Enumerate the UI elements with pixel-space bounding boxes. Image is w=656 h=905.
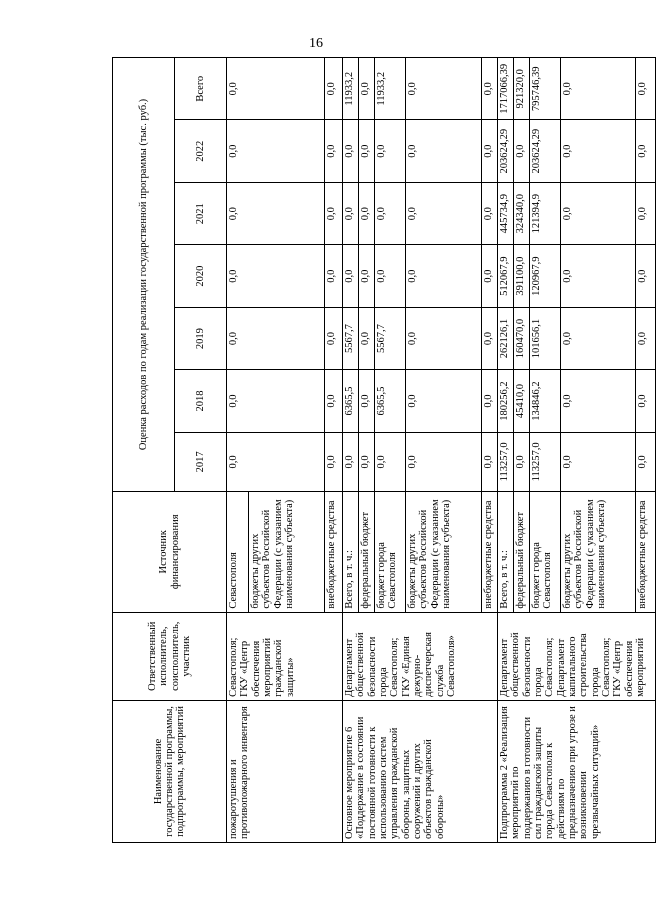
value-cell: 0,0 — [406, 245, 482, 307]
value-cell: 512067,9 — [498, 245, 514, 307]
value-cell: 0,0 — [636, 432, 656, 491]
value-cell: 0,0 — [375, 245, 406, 307]
source-cell: бюджеты других субъектов Российской Федерации (с указанием наименования субъекта) — [406, 491, 482, 612]
value-cell: 45410,0 — [514, 370, 530, 432]
source-cell: федеральный бюджет — [514, 491, 530, 612]
value-cell: 0,0 — [406, 58, 482, 121]
source-cell: Всего, в т. ч.: — [343, 491, 359, 612]
source-cell: бюджеты других субъектов Российской Федерации (с указанием наименования субъекта) — [249, 491, 325, 612]
rotated-table-wrapper — [112, 57, 648, 843]
value-cell: 0,0 — [561, 182, 636, 244]
value-cell: 0,0 — [514, 432, 530, 491]
value-cell: 5567,7 — [375, 307, 406, 369]
value-cell: 5567,7 — [343, 307, 359, 369]
value-cell: 0,0 — [359, 245, 375, 307]
value-cell: 0,0 — [325, 120, 343, 182]
value-cell: 0,0 — [359, 120, 375, 182]
value-cell: 0,0 — [325, 245, 343, 307]
value-cell: 0,0 — [359, 307, 375, 369]
value-cell: 262126,1 — [498, 307, 514, 369]
header-year: 2017 — [175, 432, 227, 491]
value-cell: 0,0 — [227, 307, 325, 369]
value-cell: 1717066,39 — [498, 58, 514, 121]
value-cell: 0,0 — [227, 432, 325, 491]
value-cell: 0,0 — [482, 120, 498, 182]
header-year: 2022 — [175, 120, 227, 182]
value-cell: 0,0 — [359, 182, 375, 244]
header-name: Наименование государственной программы, подпрограммы, мероприятий — [113, 700, 227, 842]
value-cell: 101656,1 — [530, 307, 561, 369]
value-cell: 0,0 — [375, 432, 406, 491]
value-cell: 795746,39 — [530, 58, 561, 121]
value-cell: 391100,0 — [514, 245, 530, 307]
value-cell: 0,0 — [343, 245, 359, 307]
header-year: 2020 — [175, 245, 227, 307]
source-cell: бюджет города Севастополя — [530, 491, 561, 612]
responsible-cell: Департамент общественной безопасности города Севастополя; Департамент капитального строительства города Севастополя; ГКУ «Центр обеспечения мероприятий — [498, 612, 656, 700]
value-cell: 0,0 — [636, 120, 656, 182]
value-cell: 0,0 — [227, 370, 325, 432]
value-cell: 0,0 — [482, 307, 498, 369]
table-row — [498, 58, 514, 843]
value-cell: 0,0 — [636, 245, 656, 307]
value-cell: 0,0 — [406, 432, 482, 491]
value-cell: 0,0 — [636, 307, 656, 369]
source-cell: Севастополя — [227, 491, 249, 612]
source-cell: федеральный бюджет — [359, 491, 375, 612]
value-cell: 0,0 — [482, 370, 498, 432]
header-responsible: Ответственный исполнитель, соисполнитель, участник — [113, 612, 227, 700]
value-cell: 324340,0 — [514, 182, 530, 244]
financing-table — [112, 57, 656, 843]
value-cell: 0,0 — [406, 120, 482, 182]
value-cell: 921320,0 — [514, 58, 530, 121]
program-name-cell: пожаротушения и противопожарного инвентаря — [227, 700, 343, 842]
source-cell: внебюджетные средства — [482, 491, 498, 612]
value-cell: 0,0 — [375, 120, 406, 182]
value-cell: 0,0 — [375, 182, 406, 244]
value-cell: 0,0 — [561, 432, 636, 491]
value-cell: 0,0 — [227, 58, 325, 121]
value-cell: 11933,2 — [375, 58, 406, 121]
value-cell: 0,0 — [561, 370, 636, 432]
value-cell: 0,0 — [325, 370, 343, 432]
value-cell: 0,0 — [406, 307, 482, 369]
value-cell: 0,0 — [227, 182, 325, 244]
responsible-cell: Департамент общественной безопасности города Севастополя; ГКУ «Единая дежурно-диспетчерская служба Севастополя» — [343, 612, 498, 700]
value-cell: 0,0 — [325, 432, 343, 491]
value-cell: 0,0 — [636, 182, 656, 244]
header-total: Всего — [175, 58, 227, 121]
table-row — [343, 58, 359, 843]
value-cell: 445734,9 — [498, 182, 514, 244]
value-cell: 121394,9 — [530, 182, 561, 244]
value-cell: 0,0 — [561, 120, 636, 182]
source-cell: Всего, в т. ч.: — [498, 491, 514, 612]
value-cell: 203624,29 — [530, 120, 561, 182]
value-cell: 6365,5 — [375, 370, 406, 432]
value-cell: 0,0 — [406, 182, 482, 244]
value-cell: 6365,5 — [343, 370, 359, 432]
program-name-cell: Основное мероприятие 6 «Поддержание в состоянии постоянной готовности к использованию систем управления гражданской обороны, защитных сооружений и других объектов гражданской обороны» — [343, 700, 498, 842]
value-cell: 0,0 — [359, 370, 375, 432]
responsible-cell: Севастополя; ГКУ «Центр обеспечения мероприятий гражданской защиты» — [227, 612, 343, 700]
value-cell: 0,0 — [482, 182, 498, 244]
value-cell: 120967,9 — [530, 245, 561, 307]
table-row — [227, 58, 249, 843]
source-cell: бюджет города Севастополя — [375, 491, 406, 612]
value-cell: 0,0 — [325, 182, 343, 244]
value-cell: 0,0 — [343, 120, 359, 182]
source-cell: внебюджетные средства — [636, 491, 656, 612]
source-cell: бюджеты других субъектов Российской Федерации (с указанием наименования субъекта) — [561, 491, 636, 612]
value-cell: 0,0 — [359, 58, 375, 121]
value-cell: 113257,0 — [530, 432, 561, 491]
table-header-row — [113, 58, 175, 843]
page-number: 16 — [309, 36, 323, 51]
value-cell: 0,0 — [359, 432, 375, 491]
value-cell: 0,0 — [514, 120, 530, 182]
value-cell: 0,0 — [325, 58, 343, 121]
header-year: 2018 — [175, 370, 227, 432]
value-cell: 0,0 — [227, 245, 325, 307]
value-cell: 0,0 — [482, 58, 498, 121]
program-name-cell: Подпрограмма 2 «Реализация мероприятий по поддержанию в готовности сил гражданской защиты города Севастополя к действиям по предназначению при угрозе и возникновении чрезвычайных ситуаций» — [498, 700, 656, 842]
value-cell: 160470,0 — [514, 307, 530, 369]
header-source: Источник финансирования — [113, 491, 227, 612]
value-cell: 0,0 — [482, 245, 498, 307]
value-cell: 0,0 — [636, 58, 656, 121]
value-cell: 203624,29 — [498, 120, 514, 182]
value-cell: 0,0 — [227, 120, 325, 182]
source-cell: внебюджетные средства — [325, 491, 343, 612]
value-cell: 0,0 — [406, 370, 482, 432]
value-cell: 0,0 — [561, 245, 636, 307]
value-cell: 0,0 — [343, 182, 359, 244]
value-cell: 0,0 — [343, 432, 359, 491]
value-cell: 0,0 — [561, 58, 636, 121]
value-cell: 180256,2 — [498, 370, 514, 432]
value-cell: 11933,2 — [343, 58, 359, 121]
header-year: 2019 — [175, 307, 227, 369]
header-estimate: Оценка расходов по годам реализации государственной программы (тыс. руб.) — [113, 58, 175, 492]
header-year: 2021 — [175, 182, 227, 244]
value-cell: 0,0 — [561, 307, 636, 369]
value-cell: 0,0 — [482, 432, 498, 491]
value-cell: 113257,0 — [498, 432, 514, 491]
value-cell: 0,0 — [636, 370, 656, 432]
value-cell: 0,0 — [325, 307, 343, 369]
value-cell: 134846,2 — [530, 370, 561, 432]
